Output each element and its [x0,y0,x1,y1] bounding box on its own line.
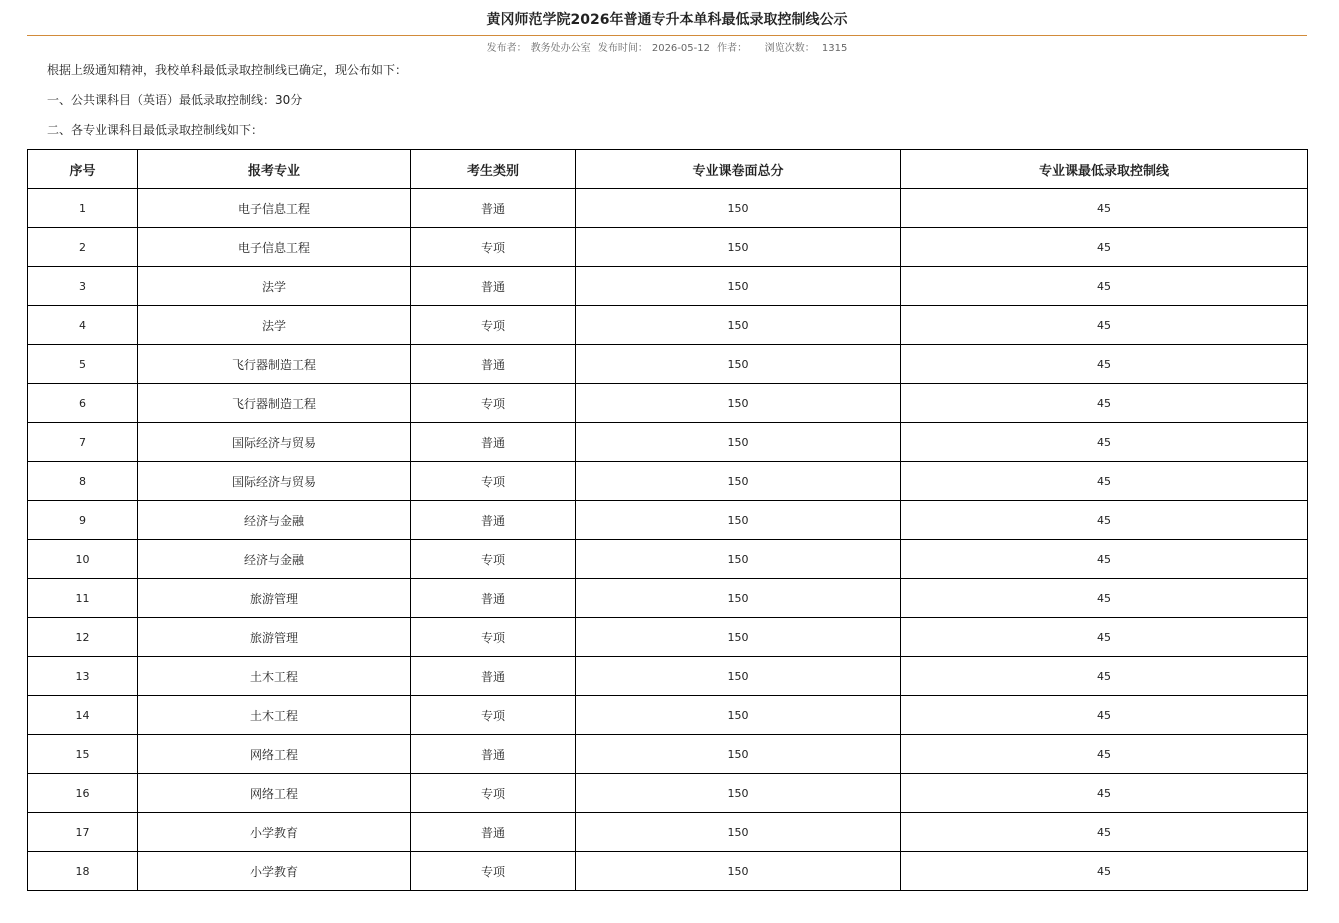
cell-category: 普通 [411,579,576,618]
cell-category: 普通 [411,657,576,696]
cell-index: 8 [28,462,138,501]
cell-major: 旅游管理 [138,579,411,618]
cell-total-score: 150 [576,696,901,735]
cell-min-score: 45 [901,228,1308,267]
header-index: 序号 [28,150,138,189]
intro-paragraph: 根据上级通知精神，我校单科最低录取控制线已确定，现公布如下： [47,63,408,77]
table-row [28,462,1308,501]
table-row [28,501,1308,540]
cell-total-score: 150 [576,267,901,306]
cell-category: 专项 [411,384,576,423]
cell-total-score: 150 [576,735,901,774]
cell-index: 2 [28,228,138,267]
cell-category: 普通 [411,423,576,462]
cell-total-score: 150 [576,579,901,618]
cell-category: 专项 [411,228,576,267]
cell-total-score: 150 [576,462,901,501]
cell-min-score: 45 [901,774,1308,813]
cell-index: 13 [28,657,138,696]
table-row [28,540,1308,579]
cell-category: 专项 [411,306,576,345]
cell-major: 飞行器制造工程 [138,345,411,384]
page-title: 黄冈师范学院2026年普通专升本单科最低录取控制线公示 [27,0,1307,36]
views-label: 浏览次数： [764,43,815,54]
table-row [28,618,1308,657]
cell-major: 法学 [138,267,411,306]
cell-category: 专项 [411,852,576,891]
cell-category: 普通 [411,189,576,228]
cell-index: 16 [28,774,138,813]
table-row [28,189,1308,228]
cell-index: 15 [28,735,138,774]
cell-min-score: 45 [901,501,1308,540]
cell-major: 网络工程 [138,735,411,774]
score-table [27,149,1308,891]
table-row [28,696,1308,735]
cell-category: 专项 [411,774,576,813]
cell-category: 专项 [411,696,576,735]
table-header-row [28,150,1308,189]
cell-total-score: 150 [576,657,901,696]
cell-min-score: 45 [901,306,1308,345]
article [27,0,1307,891]
table-row [28,852,1308,891]
cell-major: 经济与金融 [138,501,411,540]
header-category: 考生类别 [411,150,576,189]
cell-major: 土木工程 [138,657,411,696]
cell-index: 7 [28,423,138,462]
table-row [28,579,1308,618]
cell-major: 飞行器制造工程 [138,384,411,423]
table-row [28,423,1308,462]
cell-total-score: 150 [576,813,901,852]
cell-index: 12 [28,618,138,657]
table-row [28,306,1308,345]
cell-min-score: 45 [901,813,1308,852]
cell-total-score: 150 [576,774,901,813]
table-row [28,774,1308,813]
cell-index: 18 [28,852,138,891]
cell-min-score: 45 [901,462,1308,501]
table-body [28,189,1308,891]
cell-category: 普通 [411,345,576,384]
cell-total-score: 150 [576,540,901,579]
table-row [28,384,1308,423]
major-course-paragraph: 二、各专业课科目最低录取控制线如下： [47,123,264,137]
cell-total-score: 150 [576,423,901,462]
cell-total-score: 150 [576,852,901,891]
cell-major: 国际经济与贸易 [138,462,411,501]
cell-major: 经济与金融 [138,540,411,579]
cell-index: 11 [28,579,138,618]
publish-time-value: 2026-05-12 [651,43,710,54]
public-course-paragraph: 一、公共课科目（英语）最低录取控制线：30分 [47,93,303,107]
cell-major: 国际经济与贸易 [138,423,411,462]
table-row [28,345,1308,384]
header-total-score: 专业课卷面总分 [576,150,901,189]
publish-time-label: 发布时间： [597,43,648,54]
cell-category: 普通 [411,735,576,774]
cell-min-score: 45 [901,189,1308,228]
publisher-label: 发布者： [486,43,527,54]
cell-category: 专项 [411,462,576,501]
cell-index: 4 [28,306,138,345]
table-row [28,735,1308,774]
header-min-score: 专业课最低录取控制线 [901,150,1308,189]
cell-total-score: 150 [576,501,901,540]
cell-major: 小学教育 [138,813,411,852]
cell-min-score: 45 [901,540,1308,579]
cell-major: 电子信息工程 [138,189,411,228]
cell-min-score: 45 [901,267,1308,306]
cell-index: 17 [28,813,138,852]
cell-category: 普通 [411,267,576,306]
cell-min-score: 45 [901,423,1308,462]
cell-major: 旅游管理 [138,618,411,657]
cell-index: 6 [28,384,138,423]
table-row [28,813,1308,852]
cell-category: 普通 [411,501,576,540]
cell-total-score: 150 [576,618,901,657]
cell-index: 1 [28,189,138,228]
cell-total-score: 150 [576,384,901,423]
cell-min-score: 45 [901,618,1308,657]
table-row [28,267,1308,306]
cell-min-score: 45 [901,735,1308,774]
cell-index: 10 [28,540,138,579]
cell-category: 专项 [411,540,576,579]
cell-category: 专项 [411,618,576,657]
cell-min-score: 45 [901,852,1308,891]
views-count: 1315 [821,43,848,54]
cell-index: 9 [28,501,138,540]
cell-category: 普通 [411,813,576,852]
cell-min-score: 45 [901,579,1308,618]
cell-min-score: 45 [901,345,1308,384]
table-row [28,657,1308,696]
cell-major: 法学 [138,306,411,345]
cell-major: 土木工程 [138,696,411,735]
article-meta [27,42,1307,56]
cell-index: 14 [28,696,138,735]
cell-total-score: 150 [576,228,901,267]
cell-total-score: 150 [576,306,901,345]
author-label: 作者： [717,43,748,54]
cell-index: 3 [28,267,138,306]
header-major: 报考专业 [138,150,411,189]
cell-total-score: 150 [576,345,901,384]
table-row [28,228,1308,267]
cell-min-score: 45 [901,384,1308,423]
cell-total-score: 150 [576,189,901,228]
cell-min-score: 45 [901,696,1308,735]
cell-index: 5 [28,345,138,384]
cell-major: 小学教育 [138,852,411,891]
cell-major: 电子信息工程 [138,228,411,267]
publisher-value: 教务处办公室 [530,43,591,54]
cell-min-score: 45 [901,657,1308,696]
cell-major: 网络工程 [138,774,411,813]
